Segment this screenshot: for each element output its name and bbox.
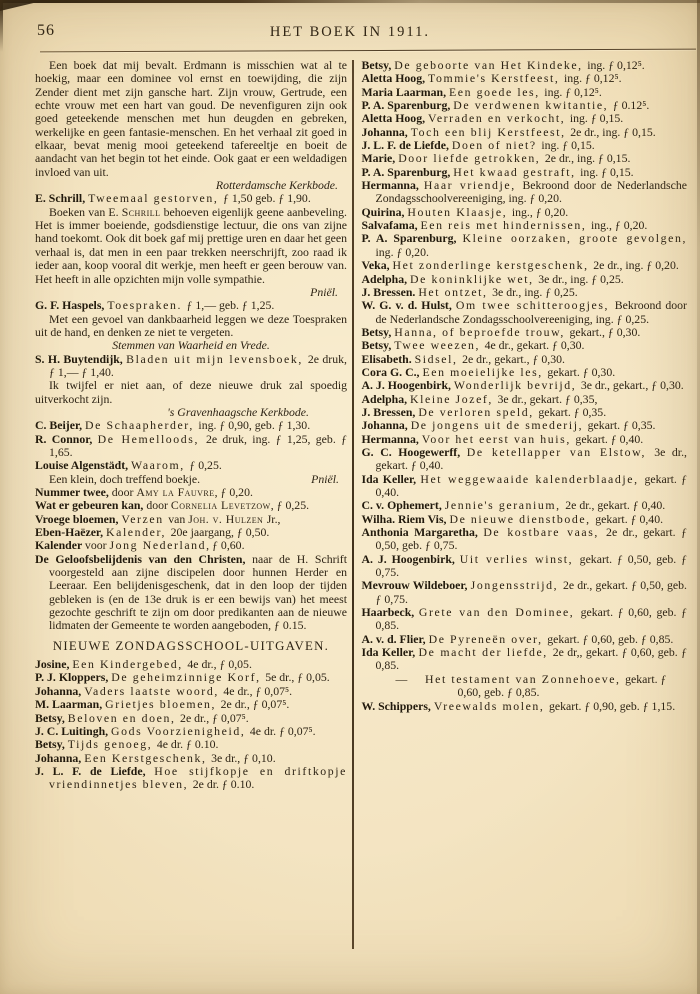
entry-text: 2e dr., ing. ƒ 0,15.: [570, 124, 656, 139]
book-title: Doen of niet?: [451, 138, 542, 153]
book-title: Haar vriendje,: [423, 178, 523, 193]
entry-text: 4e dr., ƒ 0,07⁵.: [223, 683, 293, 698]
catalog-entry: [362, 273, 688, 286]
author-name: Johanna,: [361, 418, 411, 433]
entry-text: 2e dr., gekart. ƒ 0,40.: [565, 498, 666, 513]
catalog-entry-ditto: [362, 673, 688, 700]
book-title: Tommie's Kerstfeest,: [428, 71, 564, 86]
catalog-entry: [362, 366, 688, 379]
book-title: De geboorte van Het Kindeke,: [394, 58, 588, 72]
book-title: De Pyreneën over,: [428, 631, 548, 646]
catalog-entry: [362, 646, 688, 673]
entry-text: gekart. ƒ 0,60, geb. ƒ 0,85.: [547, 631, 674, 646]
entry-text: ing., ƒ 0,20.: [590, 218, 648, 233]
author-name: Johanna,: [35, 683, 85, 698]
author-name: P. A. Sparenburg,: [361, 98, 454, 113]
entry-text: 4e dr., ƒ 0,05.: [187, 657, 252, 672]
entry-text: gekart. ƒ 0,35.: [587, 418, 656, 433]
catalog-entry: [35, 192, 347, 205]
author-name: Betsy,: [361, 58, 395, 72]
author-name: Aletta Hoog,: [361, 71, 429, 86]
author-name: J. C. Luitingh,: [35, 723, 112, 738]
book-title: Houten Klaasje,: [407, 204, 512, 219]
entry-text: 3e dr., gekart., ƒ 0,30.: [580, 378, 684, 393]
review-paragraph: [35, 313, 347, 340]
book-title: Toch een blij Kerstfeest,: [410, 124, 571, 139]
catalog-entry: [35, 698, 347, 711]
entry-text: 2e druk, ƒ 1,— ƒ 1,40.: [49, 351, 347, 379]
page-title: HET BOEK IN 1911.: [269, 24, 431, 40]
catalog-entry: [362, 232, 688, 259]
book-title: Om twee schitteroogjes,: [455, 298, 615, 313]
author-name: P. A. Sparenburg,: [361, 164, 454, 179]
column-divider: [352, 60, 354, 949]
author-name: Cora G. C.,: [361, 364, 423, 379]
author-name: Betsy,: [35, 737, 68, 752]
entry-text: ing. ƒ 0,12⁵.: [544, 84, 602, 99]
author-name: Salvafama,: [361, 218, 421, 233]
entry-text: gekart. ƒ 0,90, geb. ƒ 1,15.: [549, 698, 676, 713]
author-name: J. L. F. de Liefde,: [35, 763, 155, 778]
book-title: Een Kindergebed,: [72, 657, 188, 672]
author-name: M. Laarman,: [35, 697, 106, 712]
person-name: Joh. v. Hulzen: [188, 511, 267, 526]
catalog-entry: [35, 725, 347, 738]
page-number: 56: [37, 22, 55, 39]
source-name: Rotterdamsche Kerkbode.: [215, 178, 338, 193]
entry-text: ing. ƒ 0,15.: [569, 111, 624, 126]
book-title: Een reis met hindernissen,: [420, 218, 591, 233]
author-name: Hermanna,: [361, 431, 422, 446]
book-title: De ketellapper van Elstow,: [466, 444, 655, 459]
book-title: Waarom,: [131, 458, 190, 473]
author-name: Ida Keller,: [361, 471, 421, 486]
entry-text: gekart. ƒ 0,50, geb. ƒ 0,75.: [375, 551, 687, 580]
entry-text: ing. ƒ 0,90, geb. ƒ 1,30.: [198, 418, 311, 433]
catalog-entry: [362, 166, 688, 179]
entry-text: Een klein, doch treffend boekje.: [49, 471, 201, 486]
author-name: Marie,: [361, 151, 399, 166]
catalog-entry: [35, 419, 347, 432]
entry-text: gekart. ƒ 0,60, geb. ƒ 0,85.: [375, 605, 688, 633]
entry-text: ƒ 1,— geb. ƒ 1,25.: [186, 298, 275, 313]
entry-text: 2e dr., gekart., ƒ 0,30.: [462, 351, 565, 366]
catalog-entry: [362, 112, 688, 125]
catalog-entry: [362, 553, 688, 580]
author-name: Adelpha,: [361, 271, 411, 286]
catalog-entry: [35, 738, 347, 751]
entry-text: 5e dr., ƒ 0,05.: [265, 670, 330, 685]
catalog-entry: [362, 606, 688, 633]
book-title: Bladen uit mijn levensboek,: [126, 351, 308, 366]
author-name: C. v. Ophemert,: [361, 498, 445, 513]
entry-text: 3e dr., ing. ƒ 0,25.: [538, 271, 624, 286]
book-title: Wonderlijk bevrijd,: [453, 378, 581, 393]
author-name: Veka,: [361, 258, 393, 273]
attribution: [35, 339, 347, 352]
entry-text: Ik twijfel er niet aan, of deze nieuwe druk zal spoedig uitverkocht zijn.: [35, 378, 347, 406]
catalog-entry: [362, 473, 688, 500]
book-title: Tijds genoeg,: [67, 737, 157, 752]
catalog-entry: [35, 526, 347, 539]
entry-text: gekart. ƒ 0,35.: [538, 404, 607, 419]
book-title: Een Kerstgeschenk,: [84, 750, 212, 765]
entry-text: NIEUWE ZONDAGSSCHOOL-UITGAVEN.: [52, 638, 330, 653]
book-title: Kalender,: [106, 525, 171, 540]
person-name: Amy la Fauvre: [136, 485, 215, 499]
book-title: Verzen: [121, 511, 169, 526]
author-name: De Geloofsbelijdenis van den Christen,: [35, 551, 253, 566]
book-title: Jennie's geranium,: [444, 498, 566, 513]
entry-text: 4e dr. ƒ 0,07⁵.: [249, 723, 316, 738]
book-title: Jongensstrijd,: [470, 578, 563, 593]
attribution: [35, 286, 347, 299]
page-header: [0, 0, 700, 50]
entry-text: gekart., ƒ 0,30.: [569, 324, 641, 339]
catalog-entry: [35, 553, 347, 633]
catalog-entry: [362, 700, 688, 713]
book-title: Jong Nederland: [109, 538, 207, 553]
entry-text: 2e dr., gekart. ƒ 0,50, geb. ƒ 0,75.: [375, 578, 687, 606]
catalog-entry: [35, 486, 347, 499]
entry-text: 2e dr., gekart. ƒ 0,50, geb. ƒ 0,75.: [375, 525, 687, 553]
catalog-entry: [35, 299, 347, 312]
entry-text: 4e dr. ƒ 0.10.: [156, 737, 219, 752]
catalog-entry: [362, 219, 688, 232]
catalog-entry: [362, 86, 688, 99]
entry-text: voor: [84, 538, 110, 553]
book-title: Het kwaad gestraft,: [453, 164, 581, 179]
book-title: Het zonderlinge kerstgeschenk,: [392, 258, 594, 273]
author-name: Nummer twee,: [35, 485, 112, 499]
book-title: Vreewalds molen,: [433, 698, 549, 713]
author-name: G. C. Hoogewerff,: [361, 444, 467, 459]
entry-text: Met een gevoel van dankbaarheid leggen we deze Toespraken uit de hand, en denken ze niet te vergeten.: [35, 311, 347, 339]
catalog-entry: [362, 406, 688, 419]
book-title: De jongens uit de smederij,: [410, 418, 588, 433]
entry-text: behoeven eigenlijk geene aanbeveling. Het is immer boeiende, godsdienstige lectuur, die ons van zijne hand toekomt. Ook dit boek gaf mij prettige uren en daar het geen verhaal is, dat men in een paar trekken neerschrijft, zoo raad ik ieder aan, koop vooral dit werkje, men heeft er geen berouw van. Het heeft in alle opzichten mijn volle sympathie.: [35, 204, 347, 286]
catalog-entry: [35, 685, 347, 698]
catalog-entry: [35, 499, 347, 512]
author-name: A. J. Hoogenbirk,: [361, 378, 454, 393]
book-title: Verraden en verkocht,: [428, 111, 570, 126]
entry-text: 2e dr., ing. ƒ 0,15.: [544, 151, 631, 166]
author-name: P. A. Sparenburg,: [361, 231, 463, 246]
book-title: Tweemaal gestorven,: [88, 191, 223, 206]
catalog-entry: [362, 353, 688, 366]
catalog-entry: [362, 393, 688, 406]
author-name: Quirina,: [361, 204, 408, 219]
author-name: R. Connor,: [35, 431, 98, 446]
author-name: J. L. F. de Liefde,: [361, 138, 452, 153]
entry-text: 3e dr., gekart. ƒ 0,40.: [375, 444, 687, 473]
author-name: Hermanna,: [361, 178, 424, 193]
review-paragraph: [35, 473, 347, 486]
author-name: Haarbeck,: [361, 605, 419, 620]
left-column: [35, 59, 347, 792]
attribution: [35, 406, 347, 419]
entry-text: Bekroond door de Nederlandsche Zondagsschoolvereeniging, ing. ƒ 0,25.: [375, 298, 687, 326]
book-title: De nieuwe dienstbode,: [449, 511, 596, 526]
book-title: Het testament van Zonnehoeve,: [425, 671, 626, 686]
entry-text: 3e dr., ing. ƒ 0,25.: [492, 284, 578, 299]
person-name: Schrill: [121, 204, 161, 219]
author-name: Betsy,: [361, 324, 395, 339]
catalog-entry: [362, 72, 688, 85]
author-name: C. Beijer,: [35, 418, 86, 433]
book-title: Vaders laatste woord,: [84, 683, 224, 698]
catalog-entry: [35, 752, 347, 765]
entry-text: gekart. ƒ 0,30.: [547, 364, 616, 379]
catalog-entry: [362, 433, 688, 446]
entry-text: 2e dr., ing. ƒ 0,20.: [593, 258, 679, 273]
book-title: De macht der liefde,: [418, 645, 553, 660]
author-name: E. Schrill,: [35, 191, 89, 206]
book-title: Hoe stijfkopje en driftkopje vriendinnetjes bleven,: [49, 763, 347, 792]
author-name: W. G. v. d. Hulst,: [361, 298, 456, 313]
review-paragraph: [35, 379, 347, 406]
book-title: Kleine oorzaken, groote gevolgen,: [462, 231, 687, 246]
catalog-entry: [362, 326, 688, 339]
entry-text: 2e dr. ƒ 0.10.: [192, 777, 255, 792]
catalog-entry: [362, 286, 688, 299]
book-title: Grietjes bloemen,: [105, 697, 221, 712]
catalog-entry: [362, 206, 688, 219]
book-title: Uit verlies winst,: [459, 551, 580, 566]
author-name: Johanna,: [35, 750, 85, 765]
entry-text: gekart. ƒ 0,40.: [595, 511, 664, 526]
entry-text: ƒ 1,50 geb. ƒ 1,90.: [222, 191, 311, 206]
author-name: A. J. Hoogenbirk,: [361, 551, 460, 566]
book-title: Een goede les,: [448, 84, 545, 99]
catalog-entry: [35, 353, 347, 380]
entry-text: gekart. ƒ 0,40.: [575, 431, 644, 446]
catalog-entry: [35, 712, 347, 725]
catalog-entry: [35, 513, 347, 526]
entry-text: Bekroond door de Nederlandsche Zondagsschoolvereeniging, ing. ƒ 0,20.: [375, 178, 687, 206]
author-name: P. J. Kloppers,: [35, 670, 112, 685]
entry-text: 3e dr., ƒ 0,10.: [211, 750, 276, 765]
entry-text: —: [395, 671, 425, 686]
catalog-entry: [35, 459, 347, 472]
entry-text: ƒ 0.12⁵.: [612, 98, 650, 113]
book-title: De geheimzinnige Korf,: [111, 670, 266, 685]
entry-text: 2e dr., ƒ 0,07⁵.: [220, 697, 290, 712]
author-name: Mevrouw Wildeboer,: [361, 578, 471, 593]
author-name: Elisabeth.: [361, 351, 415, 366]
entry-text: 20e jaargang, ƒ 0,50.: [170, 525, 270, 540]
catalog-entry: [35, 433, 347, 460]
review-paragraph: [35, 206, 347, 286]
catalog-entry: [362, 419, 688, 432]
entry-text: ing. ƒ 0,15.: [580, 164, 634, 179]
author-name: Louise Algenstädt,: [35, 458, 132, 473]
entry-text: 2e druk, ing. ƒ 1,25, geb. ƒ 1,65.: [49, 431, 347, 459]
entry-text: Een boek dat mij bevalt. Erdmann is misschien wat al te hoekig, maar een dominee vol ernst en toewijding, die zijn Zender dient met zijn gansche hart. Zijn vrouw, Gertrude, een echte vrouw met een hart van goud. De nevenfiguren zijn ook goed geteekende menschen met hun deugden en gebreken, werkelijke en geen fantasie-menschen. En het verhaal zit goed in elkaar, bevat menig mooi geteekend tafereeltje en boeit de aandacht van het begin tot het einde. Ook gaat er een weldadigen invloed van uit.: [35, 58, 347, 179]
entry-text: door: [146, 498, 171, 513]
catalog-entry: [362, 446, 688, 473]
book-title: De kostbare vaas,: [483, 525, 607, 540]
entry-text: naar de H. Schrift voorgesteld aan zijne discipelen door hunnen Herder en Leeraar. Een belijdenisgeschenk, dat in den loop der tijden gebleken is (en de 13e druk is er een bewijs van) het meest gezochte geschrift te zijn om door predikanten aan de nieuwe lidmaten der Gemeente te worden aangeboden, ƒ 0.15.: [49, 551, 347, 633]
source-name: Stemmen van Waarheid en Vrede.: [112, 338, 270, 353]
book-title: De Hemelloods,: [97, 431, 206, 446]
catalog-entry: [35, 671, 347, 684]
catalog-entry: [35, 539, 347, 552]
catalog-entry: [362, 179, 688, 206]
entry-text: , ƒ 0,20.: [214, 485, 253, 499]
book-title: Gods Voorzienigheid,: [111, 723, 250, 738]
author-name: A. v. d. Flier,: [361, 631, 429, 646]
author-name: J. Bressen,: [361, 404, 419, 419]
catalog-entry: [362, 579, 688, 606]
book-title: Toespraken.: [107, 298, 187, 313]
entry-text: door: [111, 485, 137, 499]
author-name: Aletta Hoog,: [361, 111, 429, 126]
author-name: Ida Keller,: [361, 645, 419, 660]
book-title: Grete van den Dominee,: [418, 605, 581, 620]
book-title: Het weggewaaide kalenderblaadje,: [420, 471, 645, 486]
author-name: Wat er gebeuren kan,: [35, 498, 147, 513]
entry-text: 3e dr., gekart. ƒ 0,35,: [497, 391, 598, 406]
book-title: De Schaapherder,: [85, 418, 199, 433]
book-title: Hanna, of beproefde trouw,: [394, 324, 570, 339]
book-title: Een moeielijke les,: [422, 364, 548, 379]
book-title: De verdwenen kwitantie,: [453, 98, 613, 113]
author-name: Johanna,: [361, 124, 411, 139]
book-title: Sidsel,: [414, 351, 463, 366]
entry-text: ing. ƒ 0,20.: [375, 244, 429, 259]
author-name: Anthonia Margaretha,: [361, 525, 484, 540]
entry-text: Boeken van E.: [49, 204, 122, 219]
book-title: De koninklijke wet,: [410, 271, 539, 286]
author-name: Betsy,: [361, 338, 395, 353]
book-title: Beloven en doen,: [67, 710, 181, 725]
catalog-entry: [35, 658, 347, 671]
catalog-entry: [362, 152, 688, 165]
entry-text: 4e dr., gekart. ƒ 0,30.: [484, 338, 585, 353]
entry-text: , ƒ 0,25.: [270, 498, 310, 513]
source-name: 's Gravenhaagsche Kerkbode.: [167, 404, 309, 419]
catalog-entry: [362, 139, 688, 152]
catalog-entry: [362, 299, 688, 326]
review-paragraph: [35, 59, 347, 179]
author-name: Vroege bloemen,: [35, 511, 122, 526]
author-name: Maria Laarman,: [361, 84, 449, 99]
entry-text: Jr.,: [266, 511, 281, 526]
source-name: Pniël.: [310, 284, 338, 299]
text-columns: [0, 50, 700, 949]
author-name: Betsy,: [35, 710, 68, 725]
book-title: Voor het eerst van huis,: [421, 431, 576, 446]
catalog-entry: [362, 59, 688, 72]
catalog-entry: [362, 633, 688, 646]
author-name: Kalender: [35, 538, 85, 553]
book-title: Door liefde getrokken,: [398, 151, 545, 166]
entry-text: 2e dr., ƒ 0,07⁵.: [180, 710, 249, 725]
entry-text: gekart. ƒ 0,40.: [375, 471, 687, 499]
catalog-entry: [362, 259, 688, 272]
book-title: De verloren speld,: [418, 404, 539, 419]
author-name: Josine,: [35, 657, 73, 672]
entry-text: ing. ƒ 0,12⁵.: [587, 58, 645, 72]
catalog-entry: [362, 379, 688, 392]
entry-text: ing., ƒ 0,20.: [511, 204, 569, 219]
entry-text: ing. ƒ 0,12⁵.: [564, 71, 622, 86]
catalog-entry: [362, 526, 688, 553]
entry-text: , ƒ 0,60.: [206, 538, 245, 553]
catalog-entry: [362, 126, 688, 139]
book-title: Kleine Jozef,: [410, 391, 498, 406]
entry-text: van: [168, 511, 189, 526]
catalog-entry: [362, 499, 688, 512]
author-name: Eben-Haëzer,: [35, 525, 106, 540]
author-name: S. H. Buytendijk,: [35, 351, 127, 366]
book-title: Twee weezen,: [394, 338, 485, 353]
attribution: [35, 179, 347, 192]
entry-text: ing. ƒ 0,15.: [541, 138, 595, 153]
entry-text: gekart. ƒ 0,60, geb. ƒ 0,85.: [457, 671, 667, 700]
entry-text: ƒ 0,25.: [189, 458, 222, 473]
catalog-entry: [362, 513, 688, 526]
author-name: Adelpha,: [361, 391, 411, 406]
catalog-entry: [35, 765, 347, 792]
author-name: J. Bressen.: [361, 284, 419, 299]
catalog-entry: [362, 99, 688, 112]
section-heading: [35, 640, 347, 653]
entry-text: 2e dr,, gekart. ƒ 0,60, geb. ƒ 0,85.: [375, 645, 687, 673]
source-name: Pniël.: [311, 471, 339, 486]
author-name: G. F. Haspels,: [35, 298, 108, 313]
book-title: Het ontzet,: [418, 284, 493, 299]
person-name: Cornelia Levetzow: [170, 498, 271, 513]
author-name: W. Schippers,: [361, 698, 434, 713]
author-name: Wilha. Riem Vis,: [361, 511, 450, 526]
catalog-entry: [362, 339, 688, 352]
right-column: [361, 59, 688, 713]
